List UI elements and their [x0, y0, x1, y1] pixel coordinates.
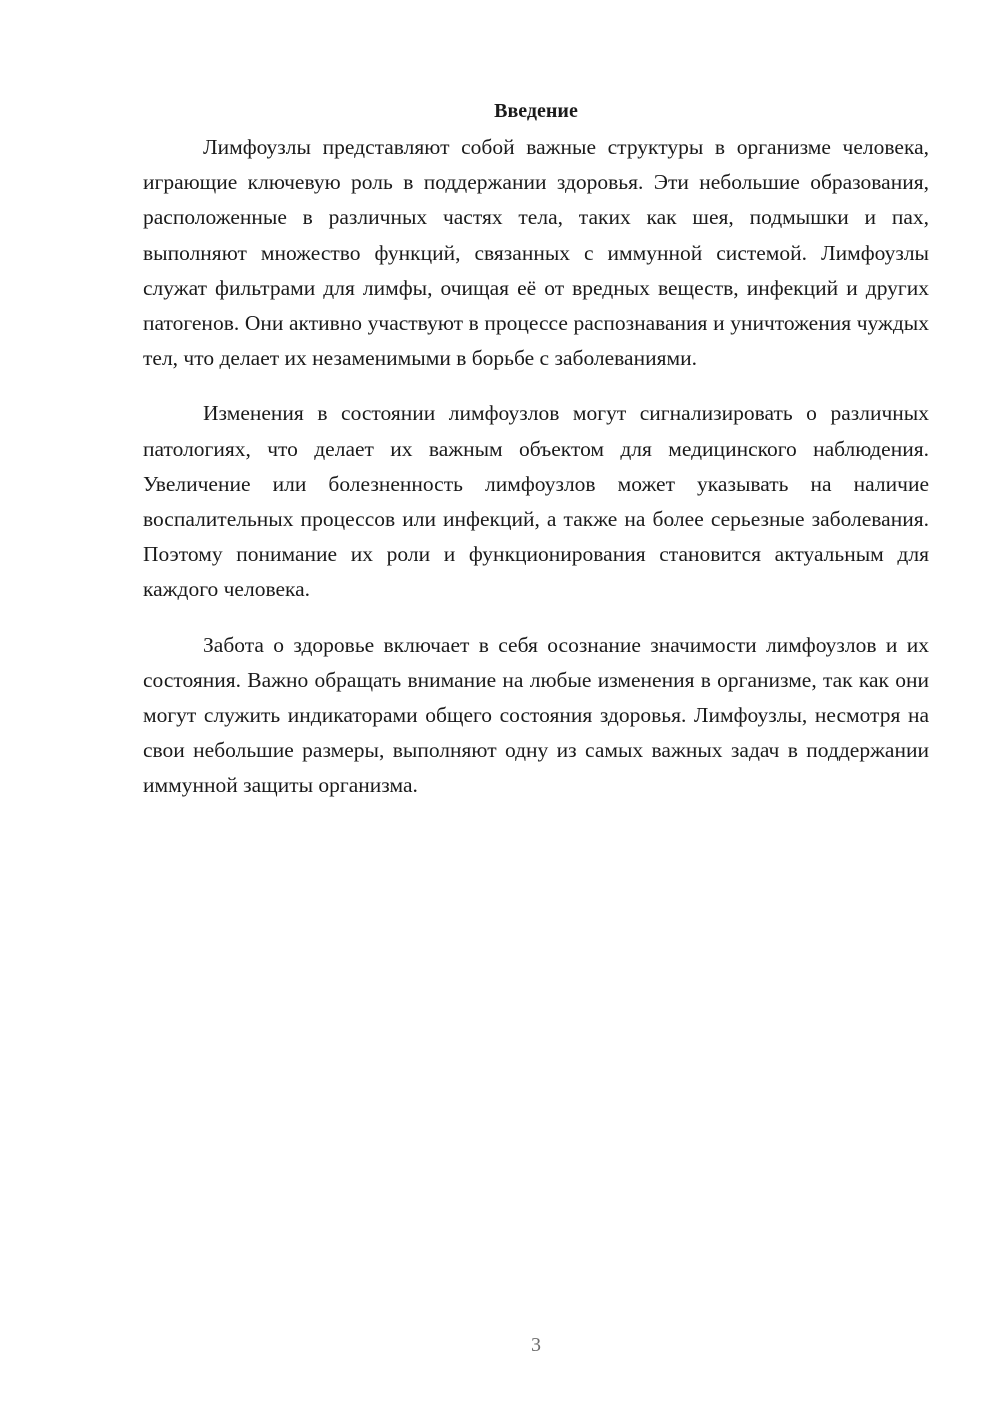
page-content	[143, 96, 929, 824]
page-number: 3	[531, 1334, 541, 1356]
paragraph-2: Изменения в состоянии лимфоузлов могут сигнализировать о различных патологиях, что делает их важным объектом для медицинского наблюдения. Увеличение или болезненность лимфоузлов может указывать на наличие воспалительных процессов или инфекций, а также на более серьезные заболевания. Поэтому понимание их роли и функционирования становится актуальным для каждого человека.	[143, 401, 929, 602]
paragraph-3: Забота о здоровье включает в себя осознание значимости лимфоузлов и их состояния. Важно обращать внимание на любые изменения в организме, так как они могут служить индикаторами общего состояния здоровья. Лимфоузлы, несмотря на свои небольшие размеры, выполняют одну из самых важных задач в поддержании иммунной защиты организма.	[143, 632, 929, 798]
paragraph-1: Лимфоузлы представляют собой важные структуры в организме человека, играющие ключевую роль в поддержании здоровья. Эти небольшие образования, расположенные в различных частях тела, таких как шея, подмышки и пах, выполняют множество функций, связанных с иммунной системой. Лимфоузлы служат фильтрами для лимфы, очищая её от вредных веществ, инфекций и других патогенов. Они активно участвуют в процессе распознавания и уничтожения чуждых тел, что делает их незаменимыми в борьбе с заболеваниями.	[143, 135, 929, 371]
section-heading: Введение	[494, 100, 578, 122]
